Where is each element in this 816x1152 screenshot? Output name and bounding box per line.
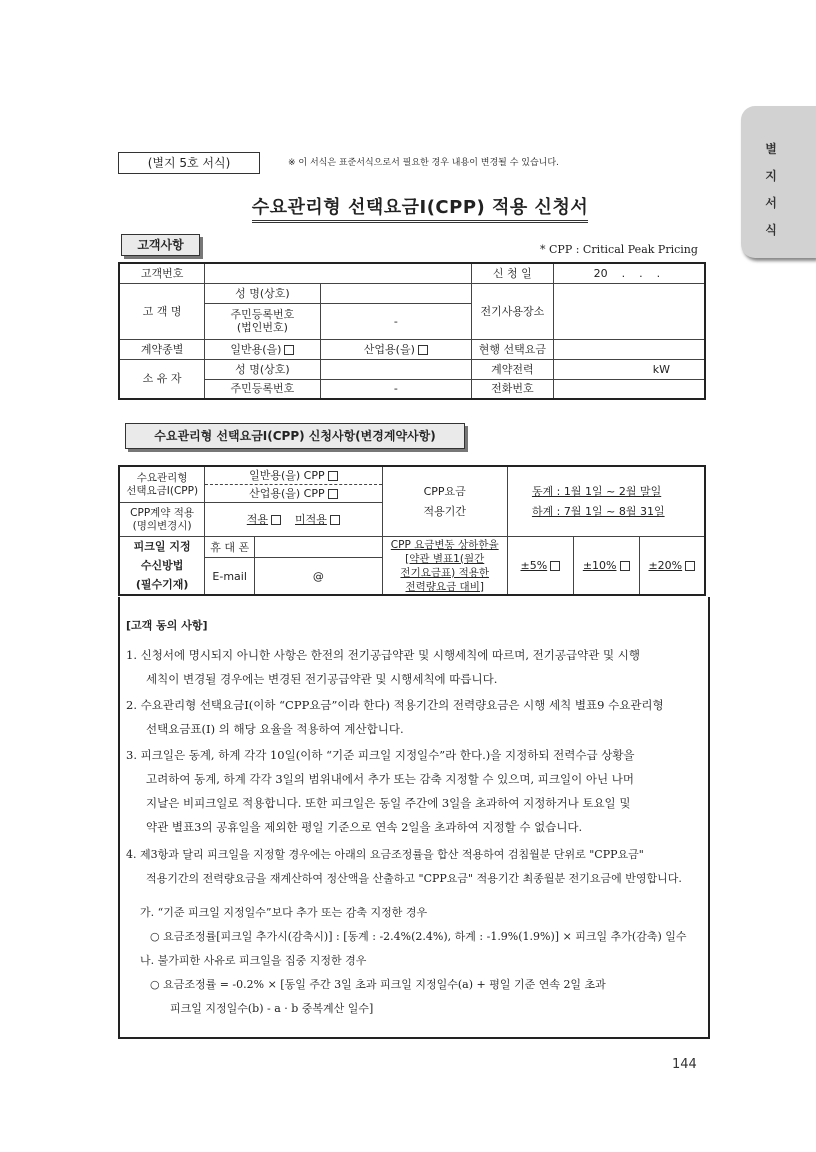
apply-yes-option[interactable] xyxy=(247,513,281,526)
consent-heading: [고객 동의 사항] xyxy=(126,619,208,632)
side-tab-char: 지 xyxy=(765,169,777,183)
section-apply-label: 수요관리형 선택요금Ⅰ(CPP) 신청사항(변경계약사항) xyxy=(125,423,465,449)
at-sign: @ xyxy=(312,569,324,583)
page-number: 144 xyxy=(672,1057,697,1072)
form-notice: ※ 이 서식은 표준서식으로서 필요한 경우 내용이 변경될 수 있습니다. xyxy=(288,158,559,168)
winter-period: 동계 : 1월 1일 ~ 2월 말일 xyxy=(531,484,662,498)
current-rate-label: 현행 선택요금 xyxy=(472,339,554,359)
reg-no-label: 주민등록번호 (법인번호) xyxy=(205,303,321,339)
industrial-use-label: 산업용(을) xyxy=(363,342,415,356)
phone-field[interactable] xyxy=(553,379,705,399)
customer-no-label: 고객번호 xyxy=(119,263,205,283)
opt20-label: ±20% xyxy=(648,559,683,572)
summer-period: 하계 : 7월 1일 ~ 8월 31일 xyxy=(531,504,665,518)
peak-notice-label: 피크일 지정 수신방법 (필수기재) xyxy=(119,537,205,596)
cpp-period-label: CPP요금 적용기간 xyxy=(382,466,507,537)
customer-name-label: 고 객 명 xyxy=(119,283,205,339)
side-tab-char: 서 xyxy=(765,196,777,210)
customer-no-field[interactable] xyxy=(205,263,472,283)
industrial-use-option[interactable] xyxy=(320,339,471,359)
checkbox-icon[interactable] xyxy=(284,345,294,355)
checkbox-icon[interactable] xyxy=(418,345,428,355)
consent-sub-items xyxy=(126,901,702,1021)
owner-reg-field[interactable]: - xyxy=(320,379,471,399)
cpp-period-values xyxy=(507,466,705,537)
owner-name-label: 성 명(상호) xyxy=(205,359,321,379)
opt10-label: ±10% xyxy=(582,559,617,572)
contract-power-label: 계약전력 xyxy=(472,359,554,379)
consent-box xyxy=(118,597,710,1039)
apply-date-field[interactable]: 20 . . . xyxy=(553,263,705,283)
checkbox-icon[interactable] xyxy=(330,515,340,525)
checkbox-icon[interactable] xyxy=(685,561,695,571)
variation-label: CPP 요금변동 상하한율 [약관 별표1(월간 전기요금표) 적용한 전력량요금 대비] xyxy=(382,537,507,596)
consent-line: 피크일 지정일수(b) - a · b 중복계산 일수] xyxy=(170,1002,374,1015)
contract-power-field[interactable] xyxy=(553,359,705,379)
opt10-option[interactable] xyxy=(573,537,639,596)
consent-line: ○ 요금조정률 = -0.2% × [동일 주간 3일 초과 피크일 지정일수(a) + 평일 기준 연속 2일 초과 xyxy=(150,978,606,991)
owner-name-field[interactable] xyxy=(320,359,471,379)
consent-line: 3. 피크일은 동계, 하계 각각 10일(이하 “기준 피크일 지정일수”라 한다.)을 지정하되 전력수급 상황을 xyxy=(126,748,635,762)
side-tab-char: 별 xyxy=(765,142,777,156)
general-cpp-label: 일반용(을) CPP xyxy=(249,469,325,482)
checkbox-icon[interactable] xyxy=(328,489,338,499)
apply-date-label: 신 청 일 xyxy=(472,263,554,283)
section-customer-label: 고객사항 xyxy=(121,234,200,256)
consent-line: 가. “기준 피크일 지정일수”보다 추가 또는 감축 지정한 경우 xyxy=(140,906,428,919)
kw-unit: kW xyxy=(652,362,670,376)
email-field[interactable] xyxy=(255,558,382,595)
general-cpp-option[interactable] xyxy=(205,467,381,485)
current-rate-field[interactable] xyxy=(553,339,705,359)
consent-line: 약관 별표3의 공휴일을 제외한 평일 기준으로 연속 2일을 초과하여 지정할 수 없습니다. xyxy=(146,820,583,834)
site-field[interactable] xyxy=(553,283,705,339)
title-text: 수요관리형 선택요금Ⅰ(CPP) 적용 신청서 xyxy=(252,197,588,223)
phone-label: 전화번호 xyxy=(472,379,554,399)
apply-no-label: 미적용 xyxy=(295,513,327,526)
consent-line: 세칙이 변경될 경우에는 변경된 전기공급약관 및 시행세칙에 따릅니다. xyxy=(146,672,498,686)
consent-line: 고려하여 동계, 하계 각각 3일의 범위내에서 추가 또는 감축 지정할 수 있으며, 피크일이 아닌 나머 xyxy=(146,772,634,786)
name-field[interactable] xyxy=(320,283,471,303)
opt5-option[interactable] xyxy=(507,537,573,596)
apply-yes-label: 적용 xyxy=(246,513,269,526)
cpp-apply-label: CPP계약 적용 (명의변경시) xyxy=(119,503,205,537)
cpp-note: * CPP : Critical Peak Pricing xyxy=(540,243,698,256)
consent-line: 나. 불가피한 사유로 피크일을 집중 지정한 경우 xyxy=(140,954,367,967)
opt5-label: ±5% xyxy=(520,559,548,572)
general-use-option[interactable] xyxy=(205,339,321,359)
checkbox-icon[interactable] xyxy=(271,515,281,525)
contract-type-label: 계약종별 xyxy=(119,339,205,359)
apply-no-option[interactable] xyxy=(295,513,340,526)
consent-item-1 xyxy=(126,643,702,691)
document-title xyxy=(120,193,720,219)
site-label: 전기사용장소 xyxy=(472,283,554,339)
general-use-label: 일반용(을) xyxy=(230,342,282,356)
side-tab-char: 식 xyxy=(765,223,777,237)
name-label: 성 명(상호) xyxy=(205,283,321,303)
form-label: (별지 5호 서식) xyxy=(118,152,260,174)
consent-item-3 xyxy=(126,743,702,839)
side-tab xyxy=(741,106,816,258)
checkbox-icon[interactable] xyxy=(328,471,338,481)
consent-line: 적용기간의 전력량요금을 재계산하여 정산액을 산출하고 "CPP요금" 적용기간 최종월분 전기요금에 반영합니다. xyxy=(146,872,682,885)
apply-table xyxy=(118,465,706,596)
consent-line: 1. 신청서에 명시되지 아니한 사항은 한전의 전기공급약관 및 시행세칙에 따르며, 전기공급약관 및 시행 xyxy=(126,648,640,662)
consent-item-2 xyxy=(126,693,702,741)
industrial-cpp-option[interactable] xyxy=(205,485,381,502)
owner-reg-label: 주민등록번호 xyxy=(205,379,321,399)
cpp-apply-options xyxy=(205,503,382,537)
industrial-cpp-label: 산업용(을) CPP xyxy=(249,487,325,500)
customer-table xyxy=(118,262,706,400)
checkbox-icon[interactable] xyxy=(550,561,560,571)
opt20-option[interactable] xyxy=(639,537,705,596)
consent-item-4 xyxy=(126,843,702,891)
consent-line: 지날은 비피크일로 적용합니다. 또한 피크일은 동일 주간에 3일을 초과하여 지정하거나 토요일 및 xyxy=(146,796,631,810)
consent-line: 선택요금표(Ⅰ) 의 해당 요율을 적용하여 계산합니다. xyxy=(146,722,404,736)
owner-label: 소 유 자 xyxy=(119,359,205,399)
reg-no-field[interactable]: - xyxy=(320,303,471,339)
cpp-rate-label: 수요관리형 선택요금Ⅰ(CPP) xyxy=(119,466,205,503)
checkbox-icon[interactable] xyxy=(620,561,630,571)
email-label: E-mail xyxy=(205,558,255,595)
consent-line: 4. 제3항과 달리 피크일을 지정할 경우에는 아래의 요금조정률을 합산 적용하여 검침월분 단위로 "CPP요금" xyxy=(126,848,644,861)
consent-line: 2. 수요관리형 선택요금Ⅰ(이하 “CPP요금”이라 한다) 적용기간의 전력량요금은 시행 세칙 별표9 수요관리형 xyxy=(126,698,664,712)
mobile-label: 휴 대 폰 xyxy=(205,537,255,558)
mobile-field[interactable] xyxy=(255,537,382,558)
cpp-rate-options xyxy=(205,466,382,503)
consent-line: ○ 요금조정률[피크일 추가시(감축시)] : [동계 : -2.4%(2.4%), 하계 : -1.9%(1.9%)] × 피크일 추가(감축) 일수 xyxy=(150,930,687,943)
